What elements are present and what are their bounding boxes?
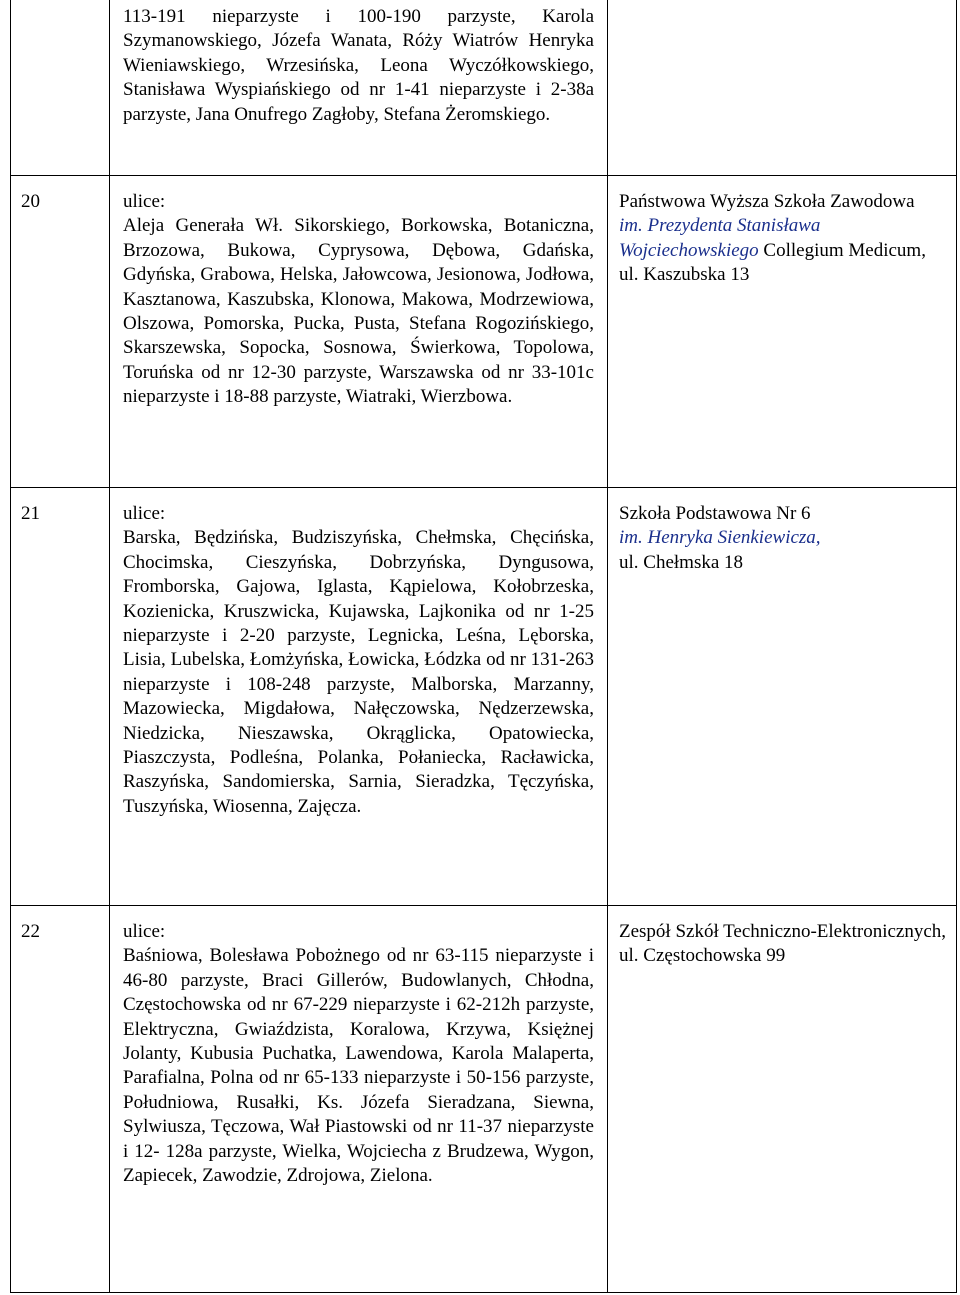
district-number-cell — [11, 0, 110, 176]
table-row — [11, 0, 957, 176]
table-row — [11, 906, 957, 1293]
streets-list: Baśniowa, Bolesława Pobożnego od nr 63-115 nieparzyste i 46-80 parzyste, Braci Gillerów, Budowlanych, Chłodna, Częstochowska od nr 67-229 nieparzyste i 62-212h parzyste, Elektryczna, Gwiaździsta, Koralowa, Krzywa, Księżnej Jolanty, Kubusia Puchatka, Lawendowa, Karola Malaperta, Parafialna, Polna od nr 65-133 nieparzyste i 50-156 parzyste, Południowa, Rusałki, Ks. Józefa Sieradzana, Siewna, Sylwiusza, Tęczowa, Wał Piastowski od nr 11-37 nieparzyste i 12- 128a parzyste, Wielka, Wojciecha z Brudzewa, Wygon, Zapiecek, Zawodzie, Zdrojowa, Zielona. — [123, 945, 594, 1187]
district-number-cell — [11, 488, 110, 906]
district-table — [10, 0, 957, 1293]
school-address: ul. Chełmska 18 — [619, 551, 744, 573]
district-number-cell — [11, 176, 110, 488]
school-address: ul. Kaszubska 13 — [619, 264, 750, 286]
school-cell — [608, 0, 957, 176]
school-name: Zespół Szkół Techniczno-Elektronicznych, — [619, 921, 947, 942]
school-cell — [608, 488, 957, 906]
streets-list: 113-191 nieparzyste i 100-190 parzyste, Karola Szymanowskiego, Józefa Wanata, Róży Wiatrów Henryka Wieniawskiego, Wrzesińska, Leona Wyczółkowskiego, Stanisława Wyspiańskiego od nr 1-41 nieparzyste i 2-38a parzyste, Jana Onufrego Zagłoby, Stefana Żeromskiego. — [123, 6, 594, 125]
district-number: 20 — [21, 191, 40, 212]
district-number: 22 — [21, 921, 40, 942]
school-patron: im. Henryka Sienkiewicza, — [619, 527, 821, 549]
streets-cell — [110, 0, 608, 176]
streets-intro: ulice: — [123, 503, 166, 524]
school-cell — [608, 176, 957, 488]
streets-intro: ulice: — [123, 191, 166, 212]
district-number-cell — [11, 906, 110, 1293]
school-address: ul. Częstochowska 99 — [619, 945, 786, 967]
school-patron-suffix: Collegium Medicum, — [758, 239, 926, 261]
school-name: Państwowa Wyższa Szkoła Zawodowa — [619, 191, 915, 212]
table-row — [11, 488, 957, 906]
school-name: Szkoła Podstawowa Nr 6 — [619, 503, 811, 524]
school-cell — [608, 906, 957, 1293]
table-row — [11, 176, 957, 488]
streets-cell — [110, 176, 608, 488]
streets-list: Barska, Będzińska, Budziszyńska, Chełmska, Chęcińska, Chocimska, Cieszyńska, Dobrzyńska, Dyngusowa, Fromborska, Gajowa, Iglasta, Kąpielowa, Kołobrzeska, Kozienicka, Kruszwicka, Kujawska, Lajkonika od nr 1-25 nieparzyste i 2-20 parzyste, Legnicka, Leśna, Lęborska, Lisia, Lubelska, Łomżyńska, Łowicka, Łódzka od nr 131-263 nieparzyste i 108-248 parzyste, Malborska, Marzanny, Mazowiecka, Migdałowa, Nałęczowska, Nędzerzewska, Niedzicka, Nieszawska, Okrąglicka, Opatowiecka, Piaszczysta, Podleśna, Polanka, Połaniecka, Racławicka, Raszyńska, Sandomierska, Sarnia, Sieradzka, Tęczyńska, Tuszyńska, Wiosenna, Zajęcza. — [123, 527, 594, 817]
streets-cell — [110, 906, 608, 1293]
school-patron: im. Prezydenta Stanisława Wojciechowskiego — [619, 215, 821, 261]
streets-intro: ulice: — [123, 921, 166, 942]
streets-list: Aleja Generała Wł. Sikorskiego, Borkowska, Botaniczna, Brzozowa, Bukowa, Cyprysowa, Dębowa, Gdańska, Gdyńska, Grabowa, Helska, Jałowcowa, Jesionowa, Jodłowa, Kasztanowa, Kaszubska, Klonowa, Makowa, Modrzewiowa, Olszowa, Pomorska, Pucka, Pusta, Stefana Rogozińskiego, Skarszewska, Sopocka, Sosnowa, Świerkowa, Topolowa, Toruńska od nr 12-30 parzyste, Warszawska od nr 33-101c nieparzyste i 18-88 parzyste, Wiatraki, Wierzbowa. — [123, 215, 594, 408]
district-number: 21 — [21, 503, 40, 524]
streets-cell — [110, 488, 608, 906]
